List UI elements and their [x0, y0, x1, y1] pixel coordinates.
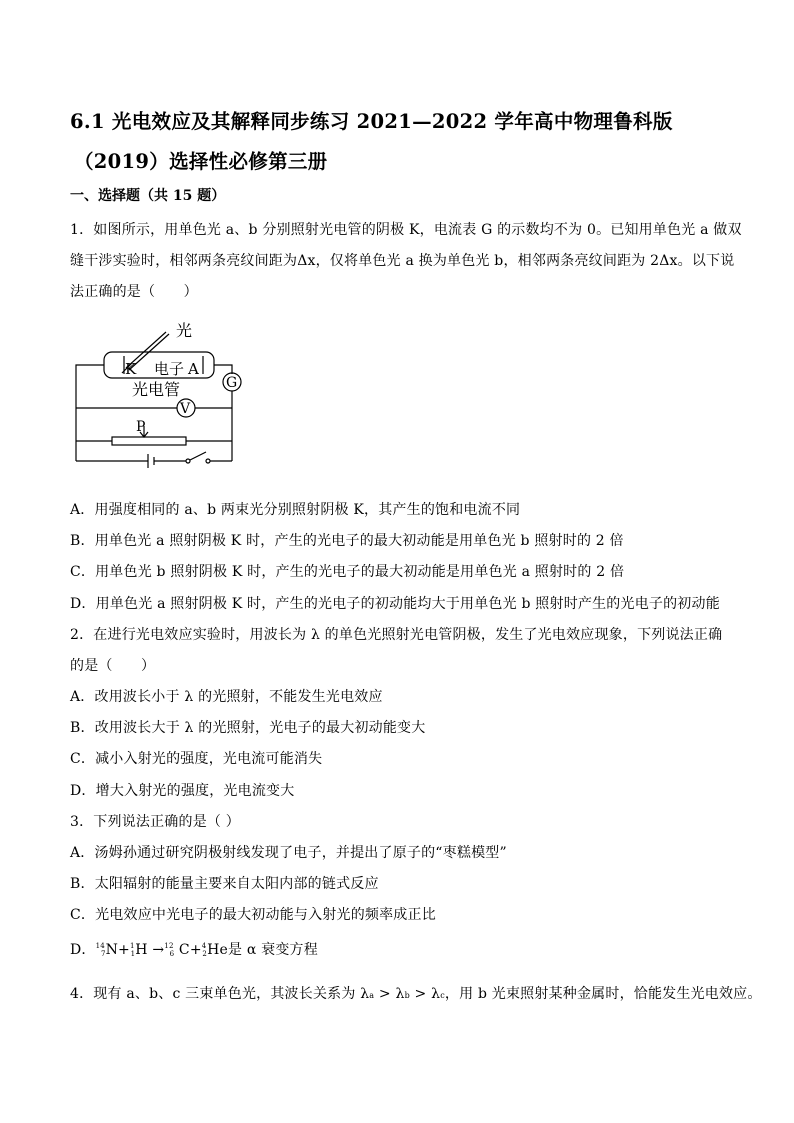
q3-option-b: B．太阳辐射的能量主要来自太阳内部的链式反应: [70, 876, 379, 892]
q1-option-c: C．用单色光 b 照射阴极 K 时，产生的光电子的最大初动能是用单色光 a 照射时的 2 倍: [70, 564, 625, 580]
q1-option-d: D．用单色光 a 照射阴极 K 时，产生的光电子的初动能均大于用单色光 b 照射时产生的光电子的初动能: [70, 596, 720, 612]
q2-option-b: B．改用波长大于 λ 的光照射，光电子的最大初动能变大: [70, 720, 426, 736]
page-title-line-2: （2019）选择性必修第三册: [74, 150, 328, 173]
q3-option-d: [70, 939, 318, 959]
q2-stem-line-2: 的是（ ）: [70, 658, 156, 674]
anode-label: A: [188, 360, 199, 378]
electron-label: 电子: [154, 360, 185, 378]
q3-option-d-prefix: D．: [70, 942, 96, 958]
q3-option-a: A．汤姆孙通过研究阴极射线发现了电子，并提出了原子的“枣糕模型”: [70, 845, 507, 861]
voltmeter-label: V: [180, 401, 191, 417]
slider-label: P: [136, 419, 146, 435]
q1-option-a: A．用强度相同的 a、b 两束光分别照射阴极 K，其产生的饱和电流不同: [70, 502, 521, 518]
q4-stem-line-1: 4．现有 a、b、c 三束单色光，其波长关系为 λa > λb > λc，用 b 光束照射某种金属时，恰能发生光电效应。: [70, 986, 762, 1002]
q1-stem-line-3: 法正确的是（ ）: [70, 284, 198, 300]
q3-stem: 3．下列说法正确的是（ ）: [70, 814, 240, 830]
q2-stem-line-1: 2．在进行光电效应实验时，用波长为 λ 的单色光照射光电管阴极，发生了光电效应现象，下列说法正确: [70, 627, 723, 643]
q3-option-c: C．光电效应中光电子的最大初动能与入射光的频率成正比: [70, 907, 436, 923]
q2-option-d: D．增大入射光的强度，光电流变大: [70, 783, 295, 799]
nuclear-equation: $^{14}_7$N+$^1_1$H →$^{12}_6$ C+$^4_2$He: [95, 942, 228, 958]
page-title-line-1: 6.1 光电效应及其解释同步练习 2021—2022 学年高中物理鲁科版: [70, 110, 673, 133]
cathode-label: K: [125, 360, 137, 378]
q2-option-a: A．改用波长小于 λ 的光照射，不能发生光电效应: [70, 689, 383, 705]
q1-stem-line-2: 缝干涉实验时，相邻两条亮纹间距为Δx，仅将单色光 a 换为单色光 b，相邻两条亮纹间距为 2Δx。以下说: [70, 253, 735, 269]
q3-option-d-suffix: 是 α 衰变方程: [227, 942, 318, 958]
galvanometer-label: G: [226, 375, 238, 391]
q2-option-c: C．减小入射光的强度，光电流可能消失: [70, 751, 323, 767]
phototube-label: 光电管: [132, 380, 181, 399]
q1-stem-line-1: 1．如图所示，用单色光 a、b 分别照射光电管的阴极 K，电流表 G 的示数均不为 0。已知用单色光 a 做双: [70, 222, 742, 238]
photoelectric-circuit-diagram: [66, 318, 256, 478]
rheostat: [112, 437, 186, 445]
section-heading: 一、选择题（共 15 题）: [70, 188, 226, 204]
q1-option-b: B．用单色光 a 照射阴极 K 时，产生的光电子的最大初动能是用单色光 b 照射时的 2 倍: [70, 533, 624, 549]
light-label: 光: [176, 321, 193, 340]
